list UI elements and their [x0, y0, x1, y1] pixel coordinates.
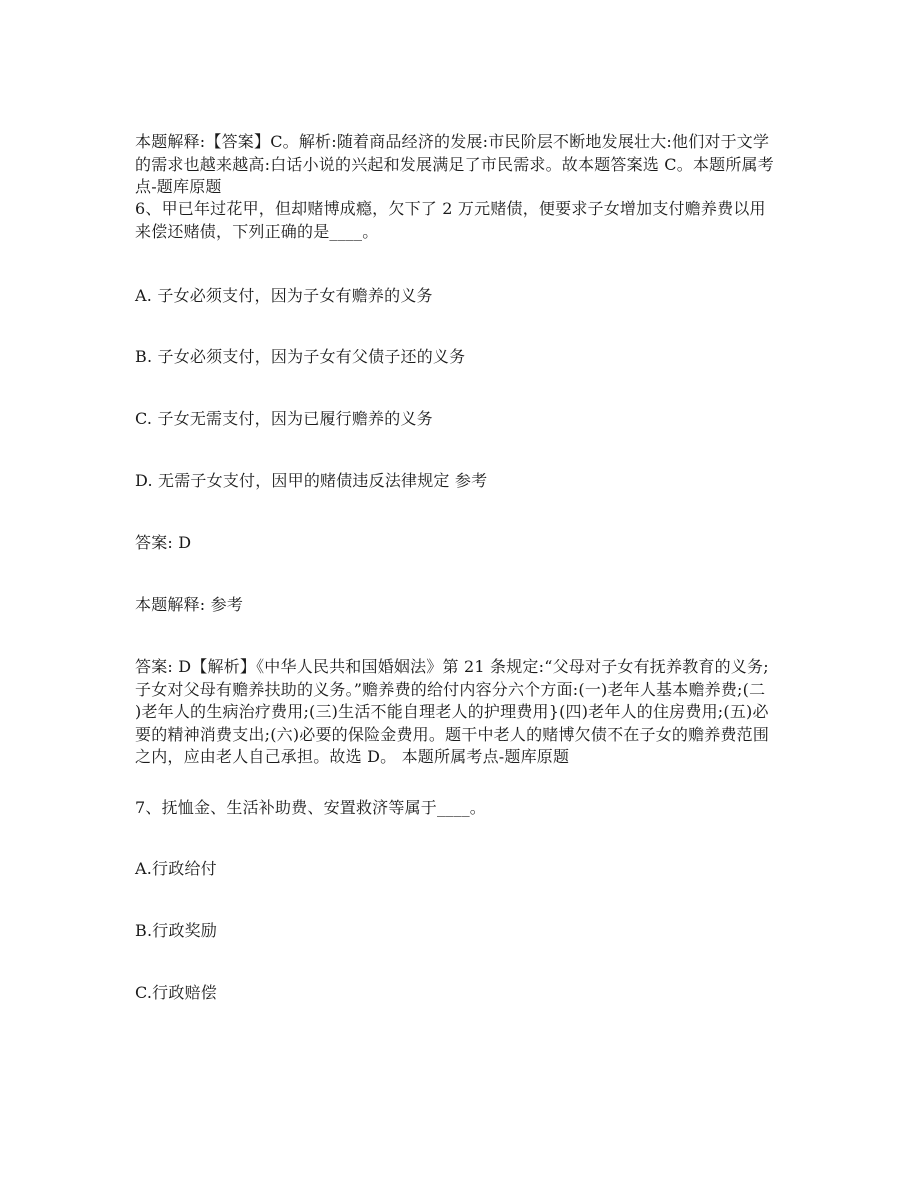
text-line: 答案: D【解析】《中华人民共和国婚姻法》第 21 条规定:“父母对子女有抚养教育的义务;	[135, 657, 769, 676]
text-line: 本题解释:【答案】C。解析:随着商品经济的发展:市民阶层不断地发展壮大:他们对于文学	[135, 132, 770, 151]
text-line: 来偿还赌债，下列正确的是____。	[135, 221, 379, 241]
text-line: 之内，应由老人自己承担。故选 D。 本题所属考点-题库原题	[135, 747, 570, 766]
q7-option-c: C.行政赔偿	[135, 983, 217, 1002]
q7-option-b: B.行政奖励	[135, 921, 218, 940]
q6-stem	[135, 198, 790, 243]
text-line: 6、甲已年过花甲，但却赌博成瘾，欠下了 2 万元赌债，便要求子女增加支付赡养费以用	[135, 199, 766, 218]
q6-option-b: B. 子女必须支付，因为子女有父债子还的义务	[135, 347, 466, 366]
q6-explanation-header: 本题解释: 参考	[135, 595, 244, 614]
q7-option-a: A.行政给付	[135, 859, 217, 878]
text-line: 子女对父母有赡养扶助的义务。”赡养费的给付内容分六个方面:(一)老年人基本赡养费;(二	[135, 679, 766, 699]
text-line: 要的精神消费支出;(六)必要的保险金费用。题干中老人的赌博欠债不在子女的赡养费范围	[135, 724, 770, 744]
q6-answer: 答案: D	[135, 533, 192, 552]
text-line: 点-题库原题	[135, 177, 222, 196]
q6-option-c: C. 子女无需支付，因为已履行赡养的义务	[135, 409, 433, 428]
q6-option-a: A. 子女必须支付，因为子女有赡养的义务	[135, 286, 433, 305]
q6-option-d: D. 无需子女支付，因甲的赌债违反法律规定 参考	[135, 471, 488, 490]
q7-stem: 7、抚恤金、生活补助费、安置救济等属于____。	[135, 798, 486, 817]
text-line: )老年人的生病治疗费用;(三)生活不能自理老人的护理费用}(四)老年人的住房费用;(五)必	[135, 702, 769, 721]
q6-explanation	[135, 656, 790, 769]
q5-explanation	[135, 131, 790, 199]
text-line: 的需求也越来越高:白话小说的兴起和发展满足了市民需求。故本题答案选 C。本题所属考	[135, 154, 774, 174]
